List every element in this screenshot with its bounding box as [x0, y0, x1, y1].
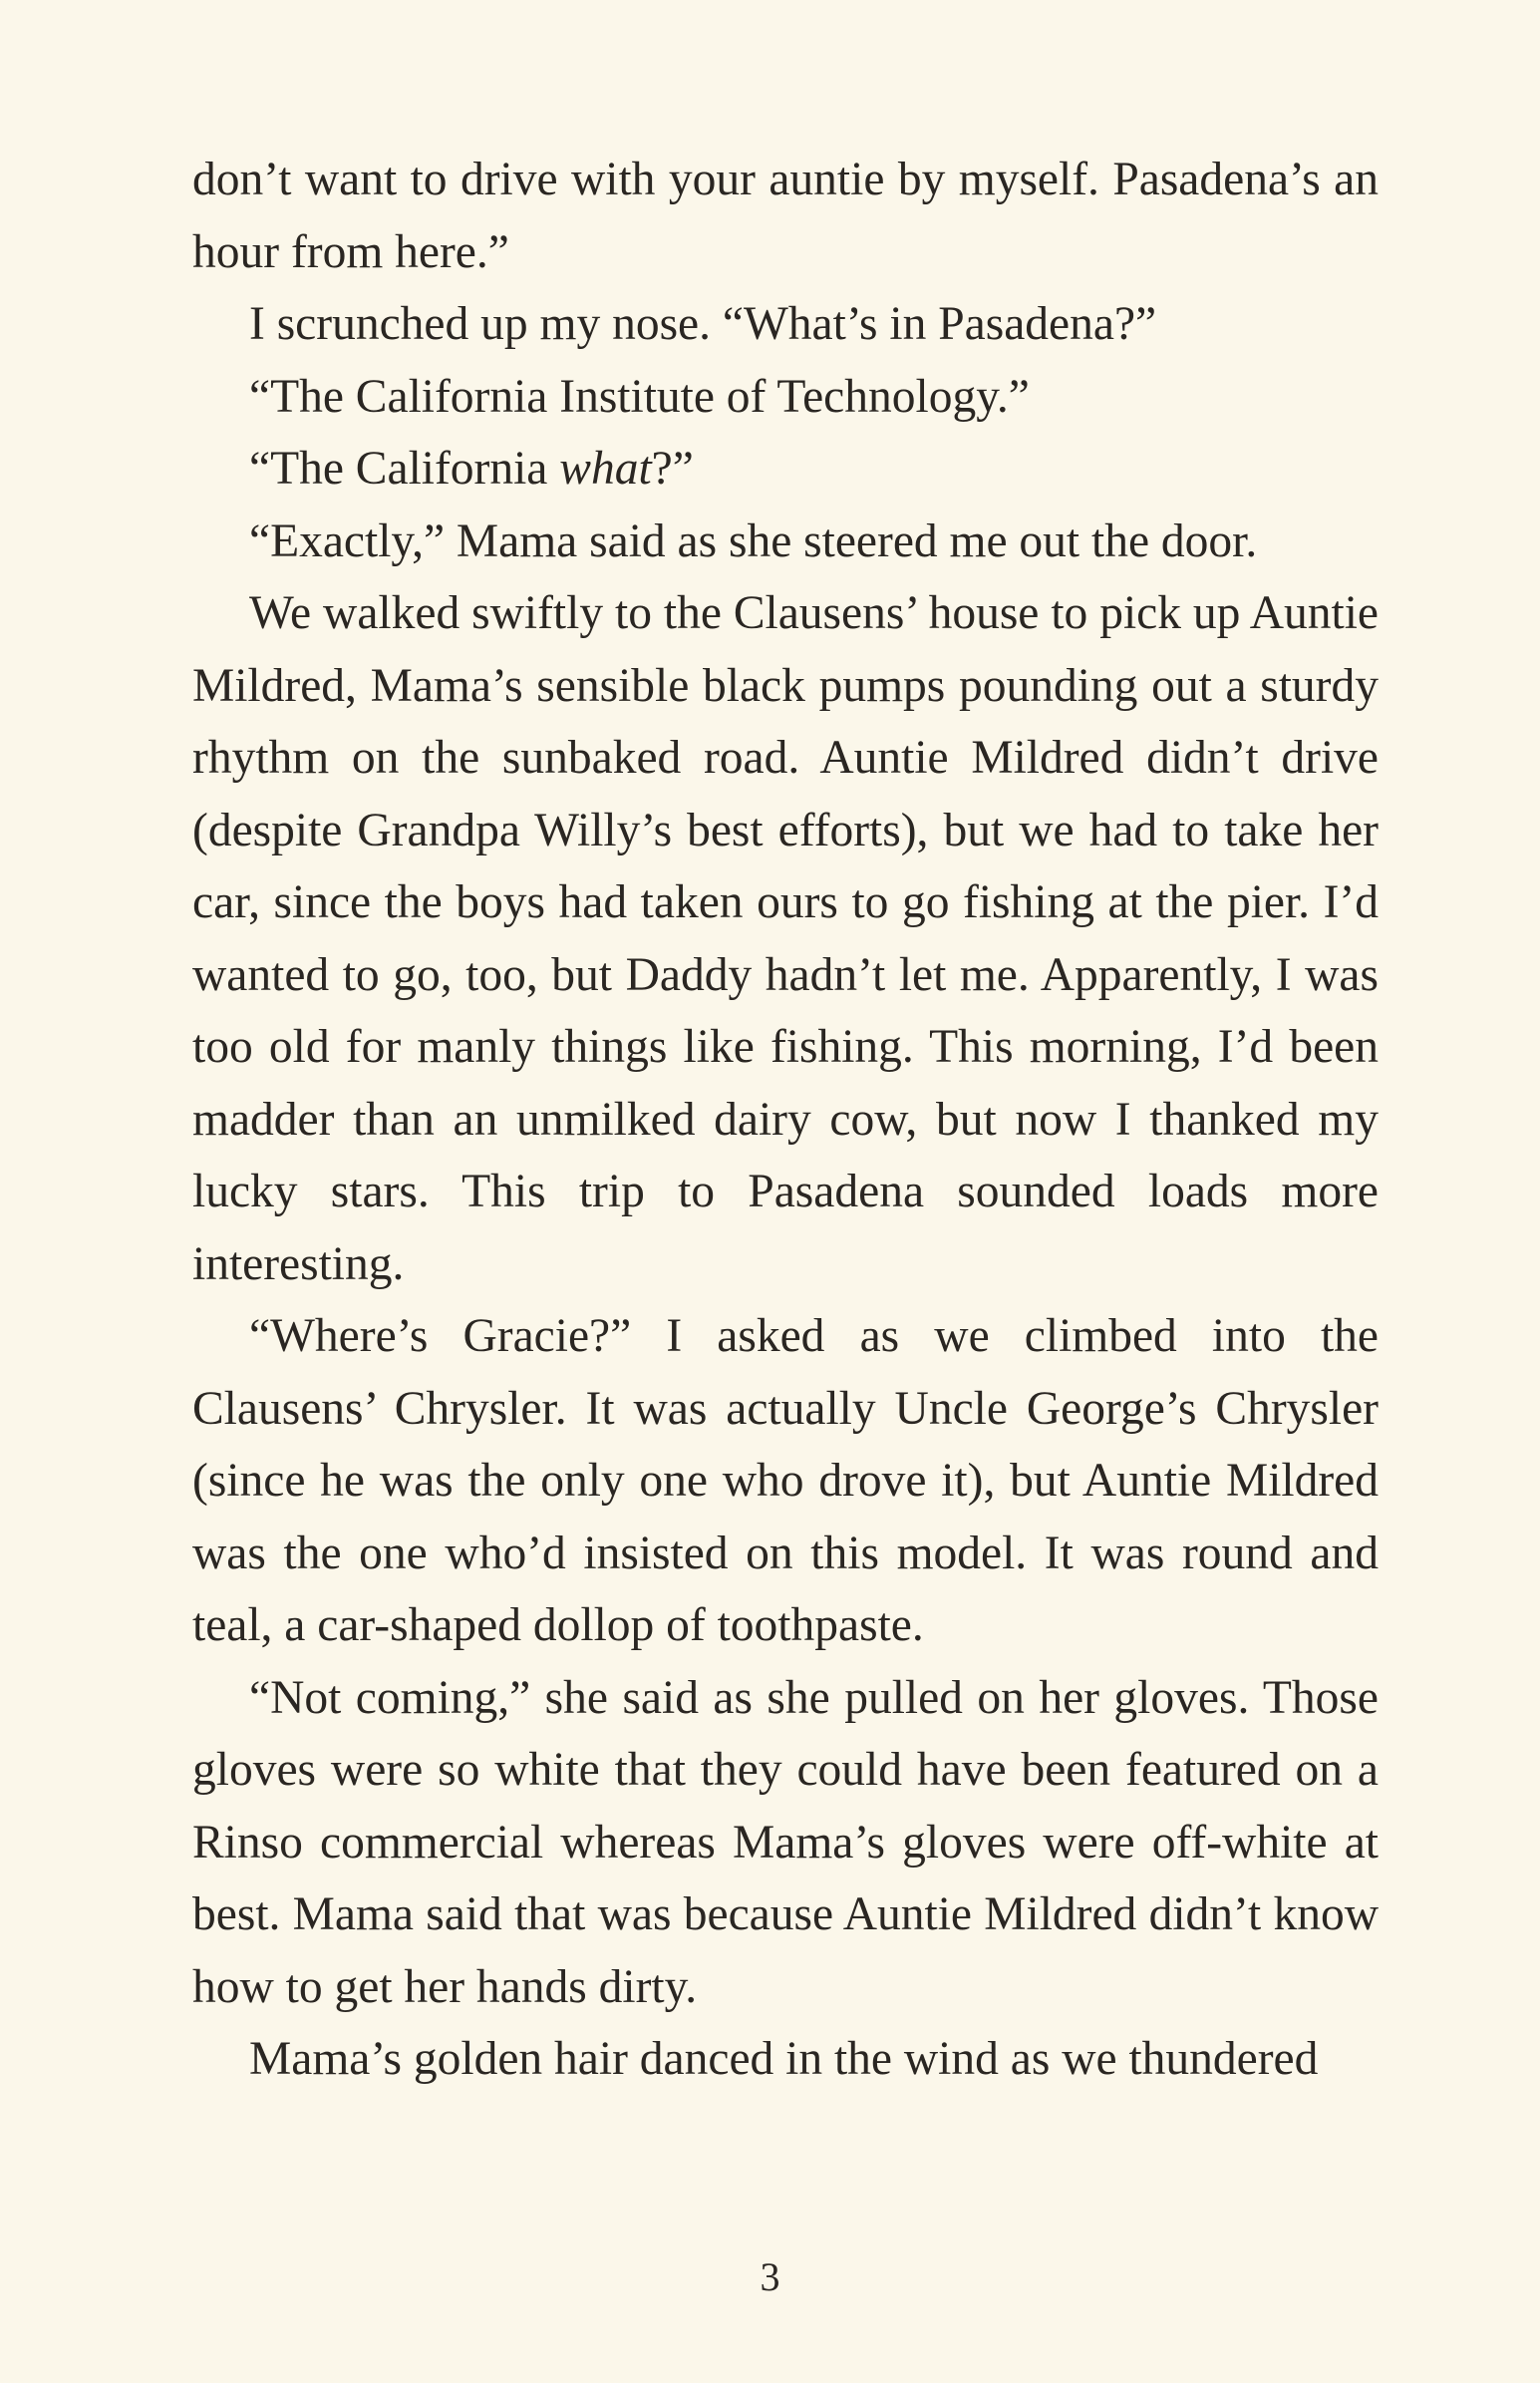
paragraph-continued: don’t want to drive with your auntie by myself. Pasadena’s an hour from here.”	[192, 154, 1379, 278]
paragraph: “Not coming,” she said as she pulled on her gloves. Those gloves were so white that they could have been featured on a Rinso commercial whereas Mama’s gloves were off-white at best. Mama said that was because Auntie Mildred didn’t know how to get her hands dirty.	[192, 1671, 1379, 2013]
paragraph: “Where’s Gracie?” I asked as we climbed into the Clausens’ Chrysler. It was actually Uncle George’s Chrysler (since he was the only one who drove it), but Auntie Mildred was the one who’d insisted on this model. It was round and teal, a car-shaped dollop of toothpaste.	[192, 1310, 1379, 1651]
quote-close: ?”	[651, 443, 694, 495]
emphasis-what: what	[559, 443, 652, 495]
page-number: 3	[760, 2254, 780, 2299]
body-text	[192, 144, 1379, 2096]
quote-open: “The California	[249, 443, 560, 495]
paragraph: I scrunched up my nose. “What’s in Pasadena?”	[249, 298, 1157, 350]
paragraph	[192, 433, 1379, 506]
paragraph: “Exactly,” Mama said as she steered me out the door.	[249, 514, 1258, 567]
paragraph: “The California Institute of Technology.”	[249, 370, 1030, 423]
paragraph: We walked swiftly to the Clausens’ house to pick up Auntie Mildred, Mama’s sensible black pumps pounding out a sturdy rhythm on the sunbaked road. Auntie Mildred didn’t drive (despite Grandpa Willy’s best efforts), but we had to take her car, since the boys had taken ours to go fishing at the pier. I’d wanted to go, too, but Daddy hadn’t let me. Apparently, I was too old for manly things like fishing. This morning, I’d been madder than an unmilked dairy cow, but now I thanked my lucky stars. This trip to Pasadena sounded loads more interesting.	[192, 587, 1379, 1290]
paragraph-last: Mama’s golden hair danced in the wind as we thundered	[249, 2033, 1319, 2085]
